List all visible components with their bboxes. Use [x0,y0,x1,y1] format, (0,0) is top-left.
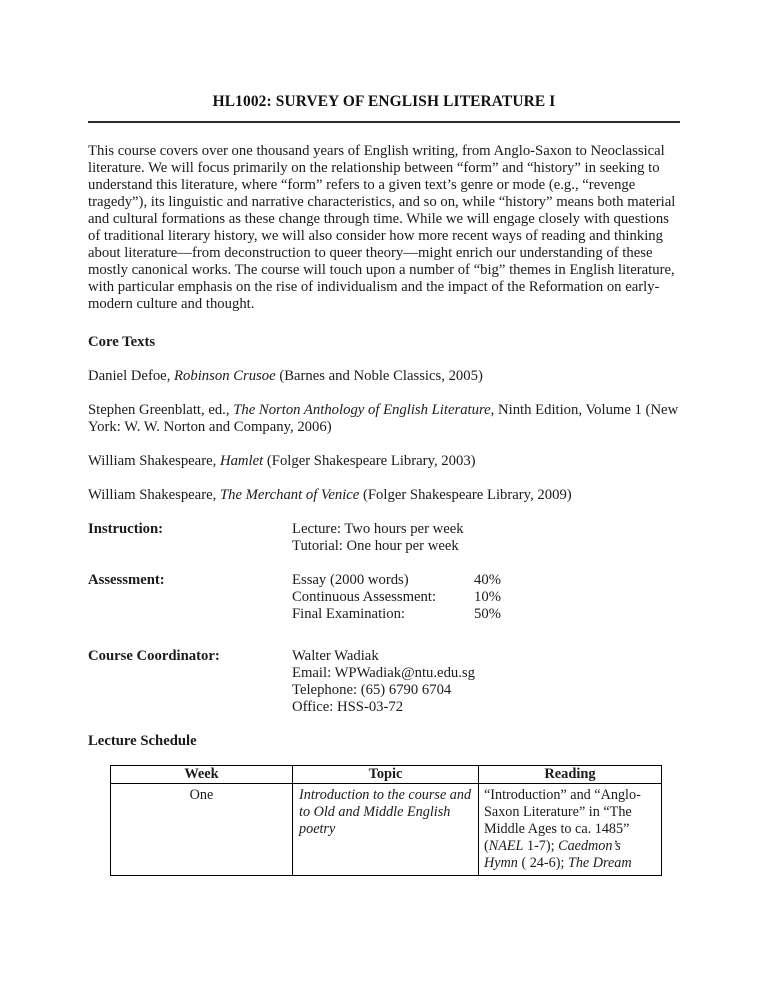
coordinator-details [292,648,680,716]
coordinator-office: Office: HSS-03-72 [292,699,404,715]
assessment-row [292,606,680,623]
instruction-section [88,521,680,555]
core-text-item: Stephen Greenblatt, ed., The Norton Anthology of English Literature, Ninth Edition, Volume 1 (New York: W. W. Norton and Company, 2006) [88,402,679,435]
table-header-row [111,766,662,784]
cell-week: One [111,784,293,876]
lecture-schedule-table [110,765,662,876]
assessment-item-weight: 40% [474,572,501,588]
coordinator-telephone: Telephone: (65) 6790 6704 [292,682,452,698]
assessment-section [88,572,680,623]
lecture-schedule-heading: Lecture Schedule [88,733,197,749]
assessment-item-name: Essay (2000 words) [292,572,409,588]
core-text-item: Daniel Defoe, Robinson Crusoe (Barnes and Noble Classics, 2005) [88,368,483,384]
course-description: This course covers over one thousand years of English writing, from Anglo-Saxon to Neoclassical literature. We will focus primarily on the relationship between “form” and “history” in seeking to understand this literature, where “form” refers to a given text’s genre or mode (e.g., “revenge tragedy”), its linguistic and narrative characteristics, and so on, while “history” means both material and cultural formations as these change through time. While we will engage closely with questions of traditional literary history, we will also consider how more recent ways of reading and thinking about literature—from deconstruction to queer theory—might enrich our understanding of these mostly canonical works. The course will touch upon a number of “big” themes in English literature, with particular emphasis on the rise of individualism and the impact of the Reformation on early-modern culture and thought. [88,143,676,312]
assessment-label: Assessment: [88,572,165,588]
core-texts-heading: Core Texts [88,334,156,350]
instruction-line: Tutorial: One hour per week [292,538,459,554]
coordinator-name: Walter Wadiak [292,648,379,664]
core-text-item: William Shakespeare, Hamlet (Folger Shakespeare Library, 2003) [88,453,476,469]
core-text-item: William Shakespeare, The Merchant of Venice (Folger Shakespeare Library, 2009) [88,487,572,503]
course-title: HL1002: SURVEY OF ENGLISH LITERATURE I [212,93,556,110]
instruction-line: Lecture: Two hours per week [292,521,464,537]
coordinator-label: Course Coordinator: [88,648,220,664]
cell-reading: “Introduction” and “Anglo-Saxon Literature” in “The Middle Ages to ca. 1485” (NAEL 1-7); Caedmon’s Hymn ( 24-6); The Dream [479,784,662,876]
instruction-details [292,521,680,555]
coordinator-section [88,648,680,716]
table-header-week: Week [111,766,293,784]
assessment-item-weight: 50% [474,606,501,622]
assessment-item-name: Final Examination: [292,606,405,622]
assessment-item-weight: 10% [474,589,501,605]
assessment-details [292,572,680,623]
assessment-item-name: Continuous Assessment: [292,589,437,605]
assessment-row [292,572,680,589]
table-header-reading: Reading [479,766,662,784]
table-header-topic: Topic [293,766,479,784]
title-divider [88,121,680,123]
instruction-label: Instruction: [88,521,164,537]
assessment-row [292,589,680,606]
table-row [111,784,662,876]
cell-topic: Introduction to the course and to Old and Middle English poetry [293,784,479,876]
coordinator-email: Email: WPWadiak@ntu.edu.sg [292,665,475,681]
